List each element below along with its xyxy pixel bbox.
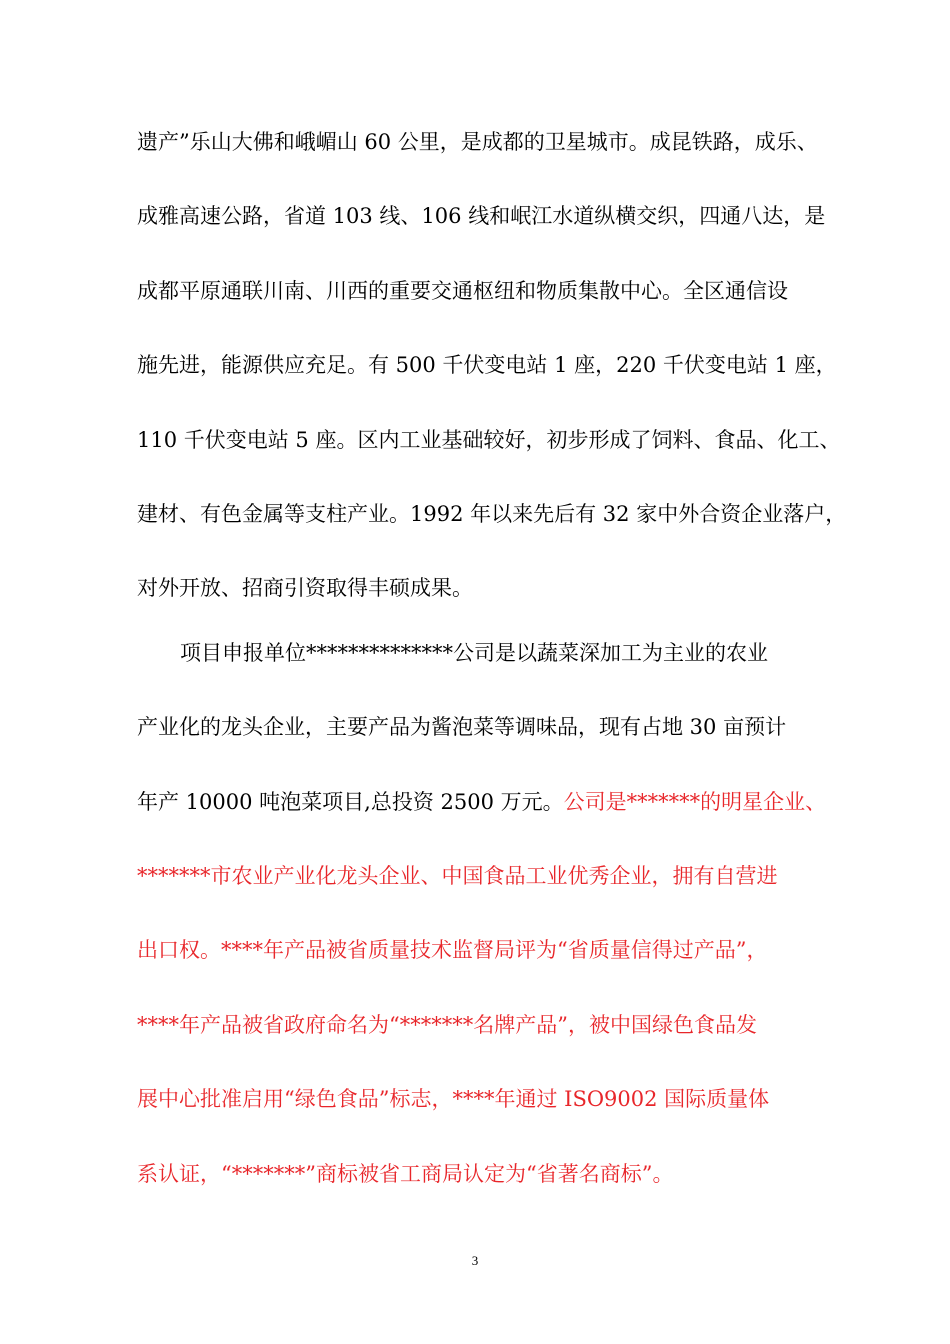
text-line: 项目申报单位**************公司是以蔬菜深加工为主业的农业 xyxy=(180,641,768,665)
highlighted-text-line: *******市农业产业化龙头企业、中国食品工业优秀企业，拥有自营进 xyxy=(137,864,778,888)
text-span: 年产 10000 吨泡菜项目,总投资 2500 万元。 xyxy=(137,790,564,814)
highlighted-text-line: ****年产品被省政府命名为“*******名牌产品”，被中国绿色食品发 xyxy=(137,1013,757,1037)
highlighted-text-line: 出口权。****年产品被省质量技术监督局评为“省质量信得过产品”， xyxy=(137,938,768,962)
text-line: 对外开放、招商引资取得丰硕成果。 xyxy=(137,576,473,600)
text-line: 建材、有色金属等支柱产业。1992 年以来先后有 32 家中外合资企业落户， xyxy=(137,502,847,526)
highlighted-text-line: 系认证，“*******”商标被省工商局认定为“省著名商标”。 xyxy=(137,1162,674,1186)
text-line: 成都平原通联川南、川西的重要交通枢纽和物质集散中心。全区通信设 xyxy=(137,279,788,303)
text-line: 施先进，能源供应充足。有 500 千伏变电站 1 座，220 千伏变电站 1 座， xyxy=(137,353,837,377)
text-line: 110 千伏变电站 5 座。区内工业基础较好，初步形成了饲料、食品、化工、 xyxy=(137,428,841,452)
text-line: 遗产”乐山大佛和峨嵋山 60 公里，是成都的卫星城市。成昆铁路，成乐、 xyxy=(137,130,818,154)
text-line-mixed xyxy=(137,788,826,816)
text-line: 产业化的龙头企业，主要产品为酱泡菜等调味品，现有占地 30 亩预计 xyxy=(137,715,787,739)
page-number: 3 xyxy=(471,1253,479,1268)
highlighted-text-line: 展中心批准启用“绿色食品”标志，****年通过 ISO9002 国际质量体 xyxy=(137,1087,770,1111)
text-line: 成雅高速公路，省道 103 线、106 线和岷江水道纵横交织，四通八达，是 xyxy=(137,204,826,228)
highlighted-text-span: 公司是*******的明星企业、 xyxy=(563,790,827,814)
